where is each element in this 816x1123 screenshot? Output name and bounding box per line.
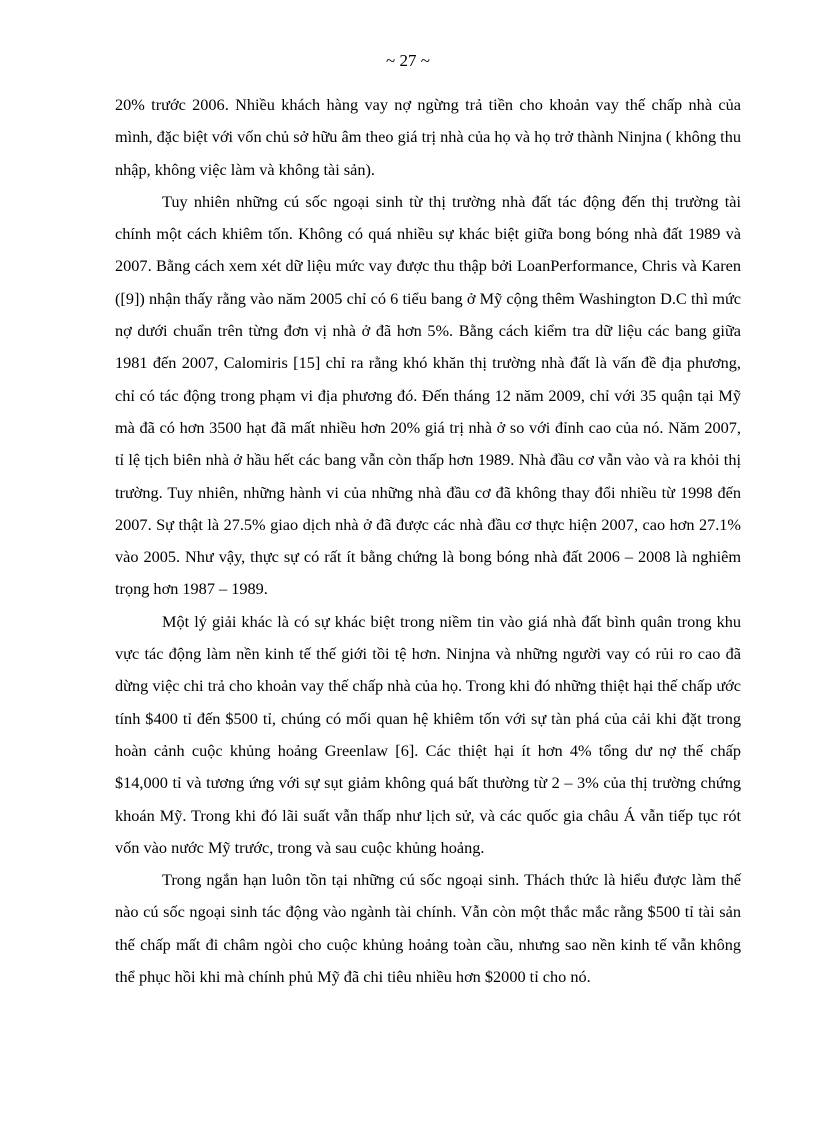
document-body <box>115 89 741 993</box>
page-number: ~ 27 ~ <box>386 51 430 70</box>
paragraph-2: Tuy nhiên những cú sốc ngoại sinh từ thị trường nhà đất tác động đến thị trường tài chính một cách khiêm tốn. Không có quá nhiều sự khác biệt giữa bong bóng nhà đất 1989 và 2007. Bằng cách xem xét dữ liệu mức vay được thu thập bởi LoanPerformance, Chris và Karen ([9]) nhận thấy rằng vào năm 2005 chỉ có 6 tiểu bang ở Mỹ cộng thêm Washington D.C thì mức nợ dưới chuẩn trên từng đơn vị nhà ở đã hơn 5%. Bằng cách kiểm tra dữ liệu các bang giữa 1981 đến 2007, Calomiris [15] chỉ ra rằng khó khăn thị trường nhà đất là vấn đề địa phương, chỉ có tác động trong phạm vi địa phương đó. Đến tháng 12 năm 2009, chỉ với 35 quận tại Mỹ mà đã có hơn 3500 hạt đã mất nhiều hơn 20% giá trị nhà ở so với đỉnh cao của nó. Năm 2007, tỉ lệ tịch biên nhà ở hầu hết các bang vẫn còn thấp hơn 1989. Nhà đầu cơ vẫn vào và ra khỏi thị trường. Tuy nhiên, những hành vi của những nhà đầu cơ đã không thay đổi nhiều từ 1998 đến 2007. Sự thật là 27.5% giao dịch nhà ở đã được các nhà đầu cơ thực hiện 2007, cao hơn 27.1% vào 2005. Như vậy, thực sự có rất ít bằng chứng là bong bóng nhà đất 2006 – 2008 là nghiêm trọng hơn 1987 – 1989. <box>115 191 741 599</box>
paragraph-4: Trong ngắn hạn luôn tồn tại những cú sốc ngoại sinh. Thách thức là hiểu được làm thế nào cú sốc ngoại sinh tác động vào ngành tài chính. Vẫn còn một thắc mắc rằng $500 tỉ tài sản thế chấp mất đi châm ngòi cho cuộc khủng hoảng toàn cầu, nhưng sao nền kinh tế vẫn không thể phục hồi khi mà chính phủ Mỹ đã chi tiêu nhiều hơn $2000 tỉ cho nó. <box>115 870 741 987</box>
paragraph-3: Một lý giải khác là có sự khác biệt trong niềm tin vào giá nhà đất bình quân trong khu vực tác động làm nền kinh tế thế giới tồi tệ hơn. Ninjna và những người vay có rủi ro cao đã dừng việc chi trả cho khoản vay thế chấp nhà của họ. Trong khi đó những thiệt hại thế chấp ước tính $400 tỉ đến $500 tỉ, chúng có mối quan hệ khiêm tốn với sự tàn phá của cải khi đặt trong hoàn cảnh cuộc khủng hoảng Greenlaw [6]. Các thiệt hại ít hơn 4% tổng dư nợ thế chấp $14,000 tỉ và tương ứng với sự sụt giảm không quá bất thường từ 2 – 3% của thị trường chứng khoán Mỹ. Trong khi đó lãi suất vẫn thấp như lịch sử, và các quốc gia châu Á vẫn tiếp tục rót vốn vào nước Mỹ trước, trong và sau cuộc khủng hoảng. <box>115 611 741 857</box>
paragraph-1: 20% trước 2006. Nhiều khách hàng vay nợ ngừng trả tiền cho khoản vay thế chấp nhà của mình, đặc biệt với vốn chủ sở hữu âm theo giá trị nhà của họ và họ trở thành Ninjna ( không thu nhập, không việc làm và không tài sản). <box>115 95 741 179</box>
